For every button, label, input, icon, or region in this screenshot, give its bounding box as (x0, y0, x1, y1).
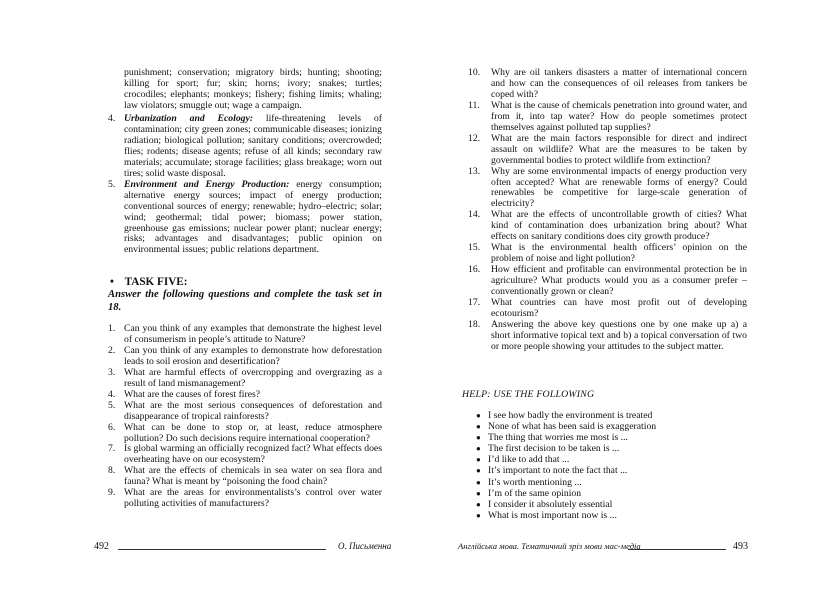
bullet-icon: ● (476, 455, 481, 465)
question-text: What countries can have most profit out of developing ecotourism? (491, 297, 747, 319)
question-text: What are the effects of uncontrollable growth of cities? What kind of contamination does urbanization bring about? What effects on sanitary conditions does city growth produce? (491, 209, 747, 243)
question-item (468, 318, 747, 353)
question-text: Can you think of any examples to demonstrate how deforestation leads to soil erosion and desertification? (124, 344, 382, 367)
task-heading (110, 276, 188, 288)
question-number: 2. (108, 344, 116, 356)
question-item (108, 444, 382, 466)
question-text: Why are oil tankers disasters a matter of international concern and how can the consequences of oil releases from tankers be coped with? (491, 67, 747, 100)
question-item (108, 324, 382, 346)
left-footer-rule (118, 549, 326, 550)
question-number: 13. (468, 165, 481, 177)
left-footer-author: О. Письменна (338, 541, 392, 551)
bullet-icon: ● (476, 466, 481, 476)
topic-title: Environment and Energy Production: (124, 178, 290, 190)
question-item (108, 368, 382, 390)
phrase-text: The thing that worries me most is ... (488, 432, 628, 444)
question-text: What are the main factors responsible for direct and indirect assault on wildlife? What are the measures to be taken by governmental bodies to protect wildlife from extinction? (491, 132, 747, 166)
question-text: What are the effects of chemicals in sea water on sea flora and fauna? What is meant by “poisoning the food chain? (124, 465, 382, 488)
question-item (108, 423, 382, 445)
phrase-item (474, 443, 744, 454)
topic-list (108, 114, 382, 256)
phrase-item (474, 454, 744, 465)
bullet-icon: ● (476, 499, 481, 509)
question-number: 15. (468, 242, 481, 254)
questions-list-continued (468, 67, 747, 353)
task-instruction: Answer the following questions and complete the task set in 18. (108, 289, 382, 313)
question-text: Can you think of any examples that demonstrate the highest level of consumerism in people’s attitude to Nature? (124, 323, 382, 345)
question-item (468, 165, 747, 211)
phrase-text: I’m of the same opinion (488, 487, 582, 499)
question-text: What are the most serious consequences of deforestation and disappearance of tropical rainforests? (124, 399, 382, 422)
phrase-text: What is most important now is ... (488, 509, 617, 521)
phrase-item (474, 499, 744, 510)
question-text: What are the causes of forest fires? (124, 388, 261, 400)
question-number: 17. (468, 297, 481, 309)
question-text: What are harmful effects of overcropping and overgrazing as a result of land mismanagement? (124, 366, 382, 389)
phrase-item (474, 477, 744, 488)
question-number: 18. (468, 318, 481, 330)
topic-number: 5. (108, 178, 116, 190)
question-number: 12. (468, 132, 481, 144)
right-footer-rule (628, 549, 726, 550)
question-number: 1. (108, 323, 116, 334)
question-number: 11. (468, 99, 480, 111)
question-item (468, 264, 747, 298)
question-text: What is the cause of chemicals penetration into ground water, and from it, into tap water? How do people sometimes protect themselves against polluted tap supplies? (491, 99, 747, 133)
phrase-text: None of what has been said is exaggeration (488, 421, 657, 433)
question-number: 8. (108, 465, 116, 477)
question-item (468, 67, 747, 101)
topic-item (108, 114, 382, 180)
phrase-text: I see how badly the environment is treated (488, 410, 653, 421)
question-item (108, 488, 382, 510)
phrase-item (474, 510, 744, 521)
bullet-icon: ● (476, 411, 481, 420)
question-number: 6. (108, 421, 116, 433)
right-page-number: 493 (733, 541, 748, 552)
question-item (108, 346, 382, 368)
phrase-text: The first decision to be taken is ... (488, 443, 620, 455)
question-item (468, 297, 747, 320)
question-text: How efficient and profitable can environmental protection be in agriculture? What products would you as a consumer prefer – conventionally grown or clean? (491, 264, 747, 298)
question-number: 5. (108, 399, 116, 411)
topic-title: Urbanization and Ecology: (124, 113, 254, 124)
question-item (108, 401, 382, 423)
help-heading: HELP: USE THE FOLLOWING (462, 389, 595, 400)
bullet-icon: ● (476, 422, 481, 432)
question-number: 14. (468, 209, 481, 221)
topic-item (108, 180, 382, 257)
bullet-icon: ● (476, 477, 481, 487)
question-number: 16. (468, 264, 481, 276)
bullet-icon: ● (476, 488, 481, 498)
question-item (468, 209, 747, 243)
question-text: Is global warming an officially recognized fact? What effects does overheating have on our ecosystem? (124, 443, 382, 466)
bullet-icon: ● (476, 433, 481, 443)
phrase-list (474, 410, 744, 521)
phrase-text: It’s important to note the fact that ... (488, 465, 628, 477)
topic-number: 4. (108, 113, 116, 124)
question-text: Why are some environmental impacts of energy production very often accepted? What are renewable forms of energy? Could renewables be competitive for large-scale generation of electricity? (491, 165, 747, 210)
questions-list (108, 324, 382, 510)
left-page-number: 492 (94, 541, 109, 552)
topic-text: life-threatening levels of contamination; city green zones; communicable diseases; ionizing radiation; biological pollution; sanitary conditions; overcrowded; flies; rodents; disease agents; refuse of all kinds; secondary raw materials; accumulate; storage facilities; glass breakage; worn out tires; solid waste disposal. (124, 113, 382, 179)
question-number: 3. (108, 366, 116, 378)
phrase-text: I consider it absolutely essential (488, 498, 613, 510)
phrase-item (474, 432, 744, 443)
question-item (468, 242, 747, 265)
phrase-item (474, 410, 744, 421)
phrase-item (474, 421, 744, 432)
phrase-item (474, 488, 744, 499)
question-item (468, 132, 747, 167)
phrase-text: It’s worth mentioning ... (488, 476, 582, 488)
right-footer-title: Англійська мова. Тематичний зріз мови мас-медіа (458, 541, 641, 551)
question-text: What are the areas for environmentalists’s control over water polluting activities of manufacturers? (124, 487, 382, 510)
bullet-icon: ● (476, 444, 481, 454)
bullet-icon: ● (476, 510, 481, 520)
question-number: 10. (468, 67, 481, 78)
question-number: 9. (108, 487, 116, 499)
question-text: What is the environmental health officers’ opinion on the problem of noise and light pollution? (491, 242, 747, 265)
topic-continuation-text: punishment; conservation; migratory birds; hunting; shooting; killing for sport; fur; skin; horns; ivory; snakes; turtles; crocodiles; elephants; monkeys; fishery; fishing limits; whaling; law violators; smuggle out; wage a campaign. (124, 67, 382, 111)
phrase-text: I’d like to add that ... (488, 454, 570, 466)
phrase-item (474, 465, 744, 476)
question-number: 4. (108, 388, 116, 400)
task-title: TASK FIVE: (124, 276, 188, 288)
question-number: 7. (108, 443, 116, 455)
question-item (468, 99, 747, 134)
question-text: What can be done to stop or, at least, reduce atmosphere pollution? Do such decisions require international cooperation? (124, 421, 382, 444)
question-text: Answering the above key questions one by one make up a) a short informative topical text and b) a topical conversation of two or more people showing your attitudes to the subject matter. (491, 318, 747, 352)
task-bullet: • (110, 276, 114, 288)
topic-text: energy consumption; alternative energy sources; impact of energy production; conventional sources of energy; renewable; hydro–electric; solar; wind; geothermal; tidal power; biomass; power station, greenhouse gas emissions; nuclear power plant; nuclear energy; risks; advantages and disadvantages; public opinion on environmental issues; public relations department. (124, 178, 382, 256)
question-item (108, 466, 382, 488)
